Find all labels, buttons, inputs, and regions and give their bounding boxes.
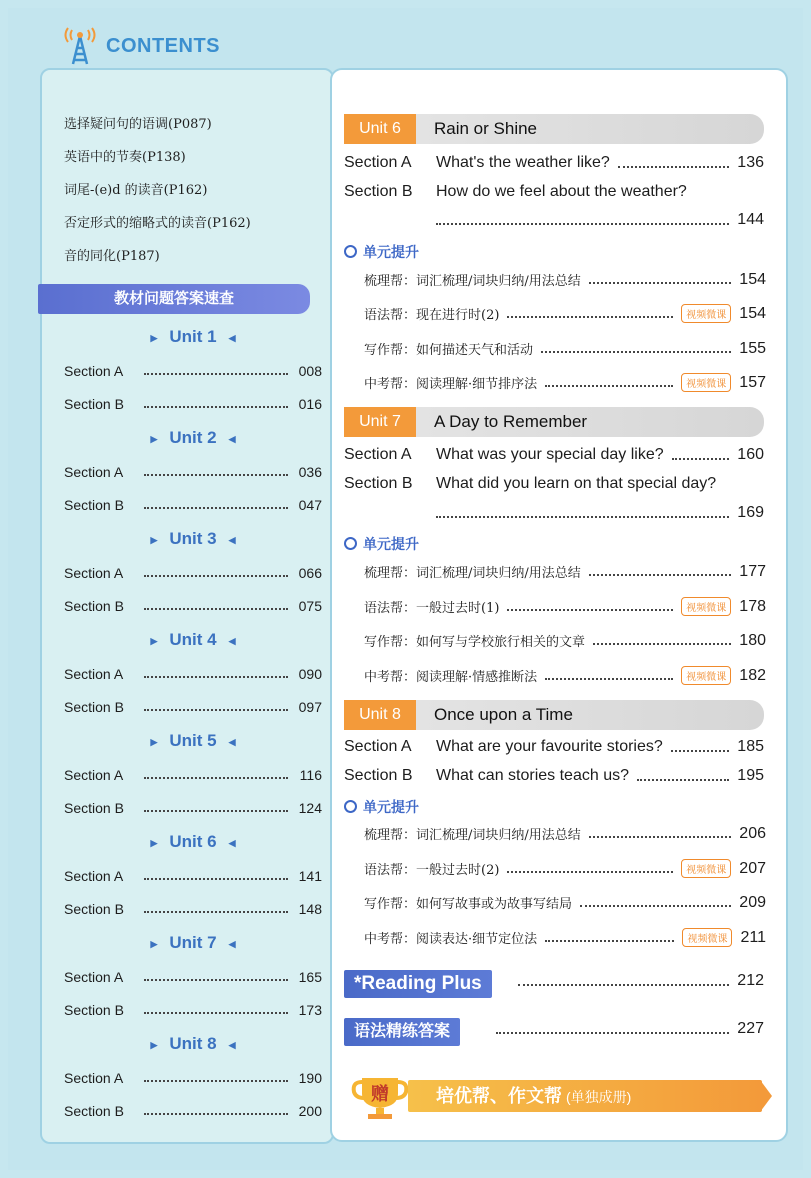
unit-tag: Unit 7	[344, 407, 416, 437]
list-item[interactable]: 否定形式的缩略式的读音(P162)	[64, 216, 251, 231]
triangle-right-icon: ▶	[150, 938, 158, 949]
video-badge[interactable]: 视频微课	[681, 859, 731, 878]
list-item[interactable]: Section A 090	[64, 665, 322, 682]
list-item-continuation: 169	[436, 504, 764, 522]
unit-heading: ▶ Unit 5 ◀	[150, 731, 236, 750]
upgrade-heading: 单元提升	[344, 797, 419, 817]
circle-icon	[344, 800, 357, 813]
unit-name: A Day to Remember	[434, 412, 588, 431]
answer-unit-7	[64, 926, 322, 1026]
list-item[interactable]: 中考帮：阅读理解·细节排序法 视频微课 157	[364, 373, 766, 392]
list-item[interactable]: 梳理帮：词汇梳理/词块归纳/用法总结 177	[364, 562, 766, 581]
triangle-left-icon: ◀	[228, 433, 236, 444]
list-item[interactable]: 语法帮：一般过去时(2) 视频微课 207	[364, 859, 766, 878]
triangle-left-icon: ◀	[228, 332, 236, 343]
unit-6-bar[interactable]	[344, 114, 764, 144]
unit-heading: ▶ Unit 6 ◀	[150, 832, 236, 851]
triangle-left-icon: ◀	[228, 534, 236, 545]
list-item[interactable]: 写作帮：如何描述天气和活动 155	[364, 339, 766, 358]
unit-8-bar[interactable]	[344, 700, 764, 730]
gift-text: 培优帮、作文帮 (单独成册)	[436, 1086, 632, 1106]
list-item[interactable]: 选择疑问句的语调(P087)	[64, 117, 212, 132]
unit-heading: ▶ Unit 7 ◀	[150, 933, 236, 952]
list-item[interactable]: 梳理帮：词汇梳理/词块归纳/用法总结 206	[364, 824, 766, 843]
video-badge[interactable]: 视频微课	[681, 597, 731, 616]
list-item[interactable]: Section B 200	[64, 1102, 322, 1119]
unit-heading: ▶ Unit 1 ◀	[150, 327, 236, 346]
list-item[interactable]: Section A 036	[64, 463, 322, 480]
list-item[interactable]: 梳理帮：词汇梳理/词块归纳/用法总结 154	[364, 270, 766, 289]
list-item[interactable]: 中考帮：阅读表达·细节定位法 视频微课 211	[364, 928, 766, 947]
list-item[interactable]: 写作帮：如何写与学校旅行相关的文章 180	[364, 631, 766, 650]
list-item[interactable]: Section B 097	[64, 698, 322, 715]
grammar-answers-tab[interactable]: 语法精练答案	[344, 1018, 460, 1046]
list-item[interactable]: Section B 148	[64, 900, 322, 917]
unit-tag: Unit 6	[344, 114, 416, 144]
answers-banner: 教材问题答案速查	[38, 284, 310, 314]
list-item[interactable]: Section A What are your favourite stories? 185	[344, 738, 764, 755]
triangle-right-icon: ▶	[150, 635, 158, 646]
list-item[interactable]: 词尾-(e)d 的读音(P162)	[64, 183, 208, 198]
page-title: CONTENTS	[106, 34, 220, 57]
list-item[interactable]: 中考帮：阅读理解·情感推断法 视频微课 182	[364, 666, 766, 685]
list-item[interactable]: 音的同化(P187)	[64, 249, 160, 264]
list-item[interactable]: 语法帮：现在进行时(2) 视频微课 154	[364, 304, 766, 323]
list-item[interactable]: Section B What did you learn on that special day?	[344, 475, 717, 492]
triangle-left-icon: ◀	[228, 938, 236, 949]
answer-unit-5	[64, 724, 322, 824]
list-item[interactable]: Section B 173	[64, 1001, 322, 1018]
triangle-right-icon: ▶	[150, 1039, 158, 1050]
list-item[interactable]: Section A 190	[64, 1069, 322, 1086]
list-item[interactable]: Section A What's the weather like? 136	[344, 154, 764, 171]
upgrade-heading: 单元提升	[344, 242, 419, 262]
unit-name: Rain or Shine	[434, 119, 538, 138]
list-item[interactable]: 语法帮：一般过去时(1) 视频微课 178	[364, 597, 766, 616]
right-panel	[330, 68, 788, 1142]
triangle-left-icon: ◀	[228, 635, 236, 646]
triangle-left-icon: ◀	[228, 736, 236, 747]
upgrade-heading: 单元提升	[344, 534, 419, 554]
video-badge[interactable]: 视频微课	[682, 928, 732, 947]
list-item[interactable]: Section A 008	[64, 362, 322, 379]
triangle-right-icon: ▶	[150, 332, 158, 343]
list-item[interactable]: Section B What can stories teach us? 195	[344, 767, 764, 784]
triangle-left-icon: ◀	[228, 1039, 236, 1050]
list-item-grammar-answers[interactable]: 227	[496, 1020, 764, 1038]
unit-7-bar[interactable]	[344, 407, 764, 437]
left-panel	[40, 68, 334, 1144]
list-item[interactable]: Section B 075	[64, 597, 322, 614]
list-item[interactable]: Section A 066	[64, 564, 322, 581]
unit-tag: Unit 8	[344, 700, 416, 730]
list-item[interactable]: Section B 016	[64, 395, 322, 412]
answer-unit-1	[64, 320, 322, 420]
unit-name: Once upon a Time	[434, 705, 573, 724]
triangle-right-icon: ▶	[150, 736, 158, 747]
unit-heading: ▶ Unit 8 ◀	[150, 1034, 236, 1053]
answer-unit-2	[64, 421, 322, 521]
circle-icon	[344, 537, 357, 550]
list-item[interactable]: 写作帮：如何写故事或为故事写结局 209	[364, 893, 766, 912]
unit-heading: ▶ Unit 4 ◀	[150, 630, 236, 649]
list-item-reading-plus[interactable]: 212	[518, 972, 764, 990]
gift-banner	[348, 1072, 774, 1120]
answer-unit-8	[64, 1027, 322, 1127]
video-badge[interactable]: 视频微课	[681, 373, 731, 392]
list-item[interactable]: Section A What was your special day like? 160	[344, 446, 764, 463]
gift-ribbon-end	[760, 1080, 772, 1112]
list-item[interactable]: Section A 165	[64, 968, 322, 985]
circle-icon	[344, 245, 357, 258]
pronunciation-list	[64, 108, 251, 273]
reading-plus-tab[interactable]: *Reading Plus	[344, 970, 492, 998]
list-item-continuation: 144	[436, 211, 764, 229]
contents-header	[60, 26, 220, 66]
list-item[interactable]: Section B 047	[64, 496, 322, 513]
triangle-right-icon: ▶	[150, 534, 158, 545]
video-badge[interactable]: 视频微课	[681, 666, 731, 685]
list-item[interactable]: Section A 116	[64, 766, 322, 783]
triangle-right-icon: ▶	[150, 433, 158, 444]
answer-unit-3	[64, 522, 322, 622]
unit-heading: ▶ Unit 2 ◀	[150, 428, 236, 447]
list-item[interactable]: Section B 124	[64, 799, 322, 816]
tower-icon	[60, 26, 100, 66]
answer-unit-4	[64, 623, 322, 723]
answer-unit-6	[64, 825, 322, 925]
gift-badge-text: 赠	[371, 1084, 389, 1105]
video-badge[interactable]: 视频微课	[681, 304, 731, 323]
trophy-icon	[348, 1072, 412, 1120]
list-item[interactable]: Section B How do we feel about the weather?	[344, 183, 687, 200]
unit-heading: ▶ Unit 3 ◀	[150, 529, 236, 548]
triangle-right-icon: ▶	[150, 837, 158, 848]
triangle-left-icon: ◀	[228, 837, 236, 848]
list-item[interactable]: Section A 141	[64, 867, 322, 884]
list-item[interactable]: 英语中的节奏(P138)	[64, 150, 186, 165]
